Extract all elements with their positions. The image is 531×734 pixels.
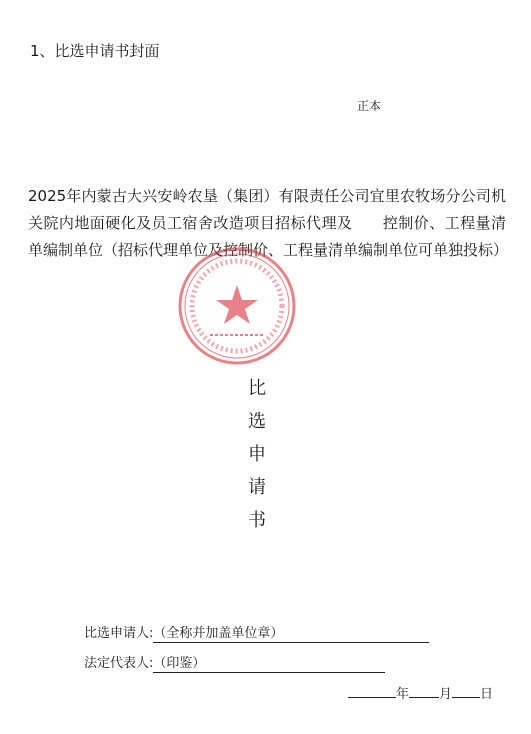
- project-title-part-2: 控制价、工程量清单编制单位（招标代理单位及控制价、工程量清单编制单位可单独投标）: [28, 214, 509, 259]
- applicant-field[interactable]: （全称并加盖单位章）: [153, 622, 429, 643]
- date-row: [348, 683, 493, 702]
- day-blank[interactable]: [452, 684, 480, 698]
- day-label: 日: [480, 687, 494, 702]
- month-blank[interactable]: [409, 684, 439, 698]
- title-char: 选: [248, 411, 266, 432]
- applicant-label: 比选申请人:: [84, 626, 154, 641]
- section-heading: 1、比选申请书封面: [30, 42, 160, 60]
- year-label: 年: [396, 687, 410, 702]
- project-title-part-1: 2025年内蒙古大兴安岭农垦（集团）有限责任公司宜里农牧场分公司机关院内地面硬化及员工宿舍改造项目招标代理及: [28, 187, 506, 232]
- month-label: 月: [439, 687, 453, 702]
- applicant-row: [84, 622, 429, 643]
- legal-representative-row: [84, 652, 385, 673]
- legal-representative-label: 法定代表人:: [84, 656, 154, 671]
- year-blank[interactable]: [348, 684, 396, 698]
- title-char: 请: [248, 477, 266, 498]
- title-char: 比: [248, 378, 266, 399]
- title-char: 书: [248, 510, 266, 531]
- title-char: 申: [248, 444, 266, 465]
- company-seal-icon: [176, 245, 298, 367]
- document-title-vertical: [242, 372, 272, 537]
- copy-label: 正本: [357, 99, 382, 113]
- legal-representative-field[interactable]: （印鉴）: [153, 652, 385, 673]
